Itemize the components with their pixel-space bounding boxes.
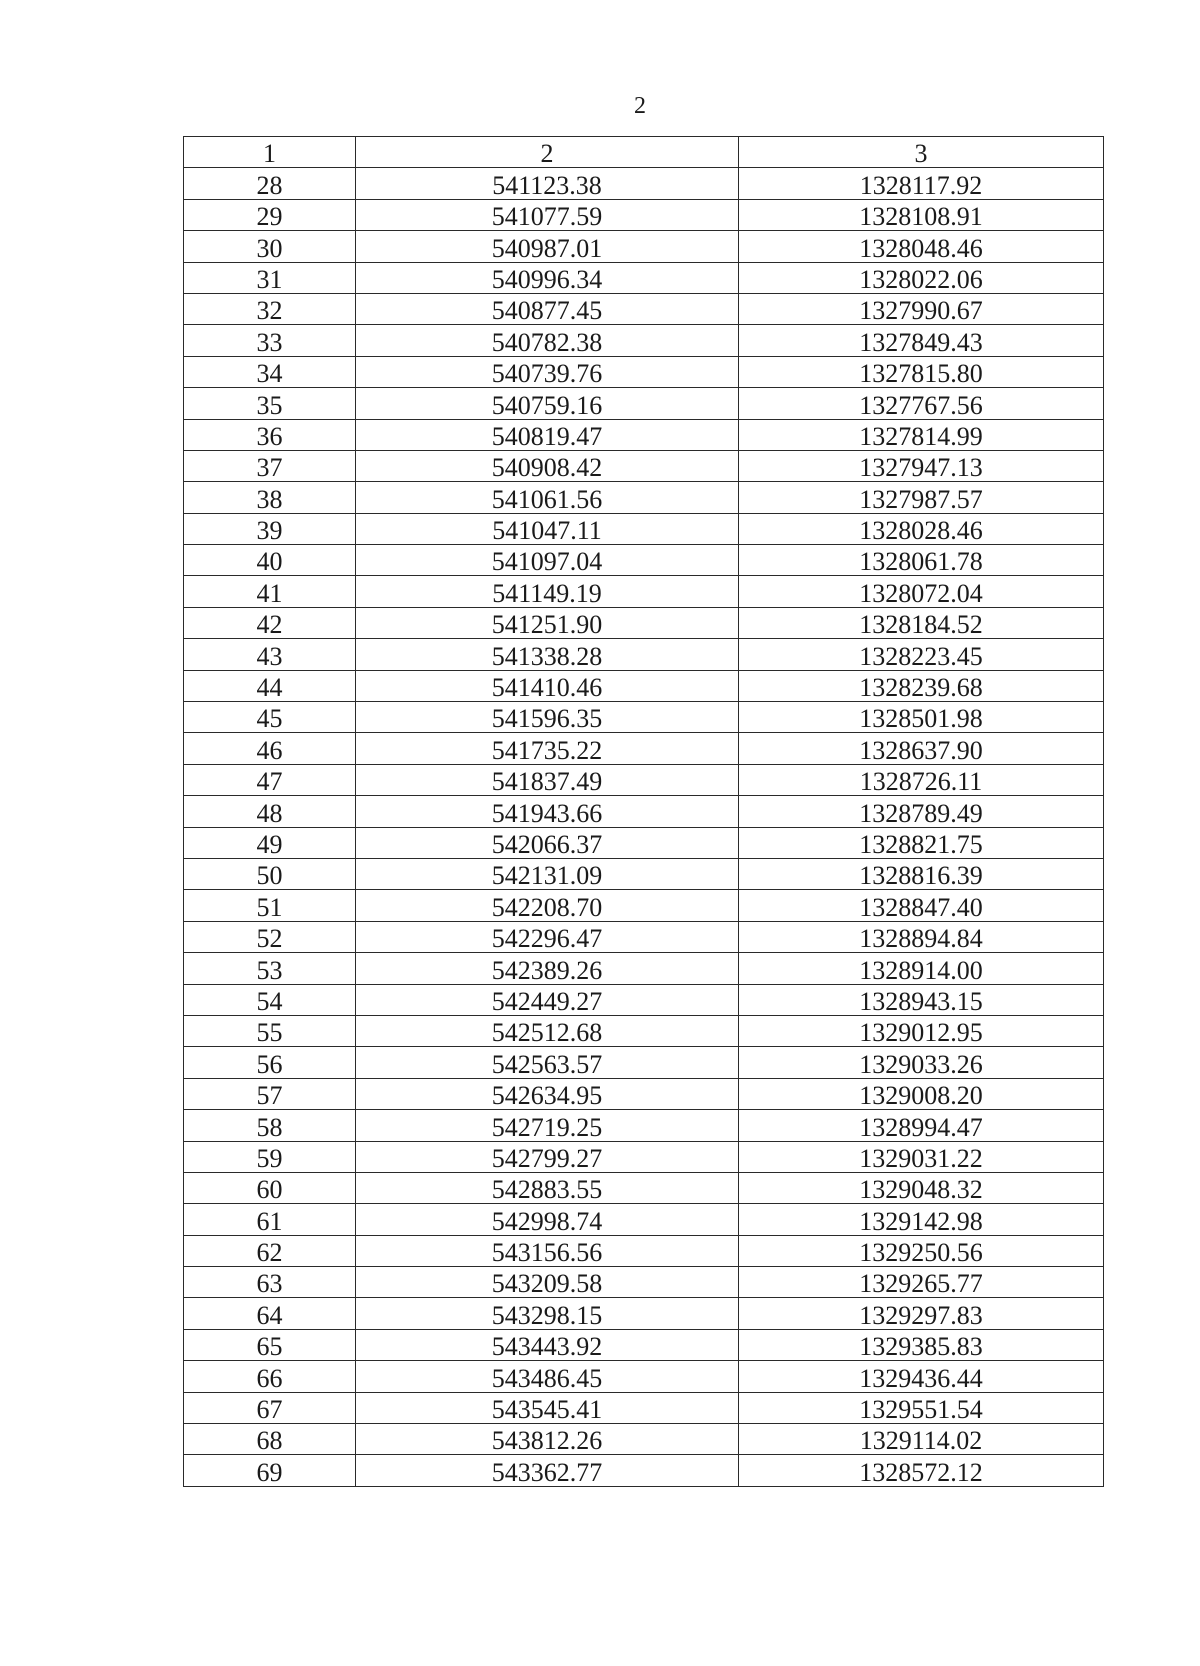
point-number-cell: 32 — [184, 293, 356, 324]
coordinate-x-cell: 541410.46 — [356, 670, 739, 701]
point-number-cell: 41 — [184, 576, 356, 607]
point-number-cell: 37 — [184, 450, 356, 481]
point-number-cell: 44 — [184, 670, 356, 701]
coordinate-x-cell: 543362.77 — [356, 1455, 739, 1486]
table-header-row — [184, 137, 1104, 168]
coordinate-x-cell: 543298.15 — [356, 1298, 739, 1329]
coordinate-x-cell: 543545.41 — [356, 1392, 739, 1423]
coordinate-y-cell: 1328994.47 — [739, 1110, 1104, 1141]
point-number-cell: 57 — [184, 1078, 356, 1109]
coordinate-x-cell: 541097.04 — [356, 545, 739, 576]
coordinate-y-cell: 1328637.90 — [739, 733, 1104, 764]
coordinate-y-cell: 1327814.99 — [739, 419, 1104, 450]
table-row — [184, 1078, 1104, 1109]
coordinate-y-cell: 1329142.98 — [739, 1204, 1104, 1235]
table-row — [184, 1110, 1104, 1141]
table-row — [184, 1235, 1104, 1266]
coordinate-x-cell: 540996.34 — [356, 262, 739, 293]
coordinate-y-cell: 1327849.43 — [739, 325, 1104, 356]
coordinate-y-cell: 1328061.78 — [739, 545, 1104, 576]
table-row — [184, 827, 1104, 858]
coordinate-y-cell: 1327987.57 — [739, 482, 1104, 513]
table-row — [184, 1204, 1104, 1235]
point-number-cell: 30 — [184, 231, 356, 262]
point-number-cell: 42 — [184, 607, 356, 638]
table-row — [184, 1392, 1104, 1423]
coordinate-x-cell: 542066.37 — [356, 827, 739, 858]
header-cell-3: 3 — [739, 137, 1104, 168]
table-row — [184, 984, 1104, 1015]
point-number-cell: 53 — [184, 953, 356, 984]
coordinate-x-cell: 543812.26 — [356, 1424, 739, 1455]
coordinate-y-cell: 1329250.56 — [739, 1235, 1104, 1266]
coordinate-y-cell: 1328847.40 — [739, 890, 1104, 921]
coordinate-y-cell: 1327767.56 — [739, 388, 1104, 419]
coordinate-y-cell: 1329265.77 — [739, 1267, 1104, 1298]
point-number-cell: 33 — [184, 325, 356, 356]
table-row — [184, 1141, 1104, 1172]
coordinate-x-cell: 541061.56 — [356, 482, 739, 513]
point-number-cell: 61 — [184, 1204, 356, 1235]
table-row — [184, 639, 1104, 670]
coordinate-y-cell: 1328108.91 — [739, 199, 1104, 230]
coordinate-y-cell: 1329033.26 — [739, 1047, 1104, 1078]
point-number-cell: 58 — [184, 1110, 356, 1141]
table-row — [184, 733, 1104, 764]
coordinate-y-cell: 1327947.13 — [739, 450, 1104, 481]
coordinate-x-cell: 540908.42 — [356, 450, 739, 481]
point-number-cell: 29 — [184, 199, 356, 230]
point-number-cell: 39 — [184, 513, 356, 544]
point-number-cell: 66 — [184, 1361, 356, 1392]
coordinate-x-cell: 542883.55 — [356, 1172, 739, 1203]
coordinate-y-cell: 1328022.06 — [739, 262, 1104, 293]
coordinate-y-cell: 1328943.15 — [739, 984, 1104, 1015]
coordinate-y-cell: 1329551.54 — [739, 1392, 1104, 1423]
coordinate-x-cell: 542512.68 — [356, 1015, 739, 1046]
coordinate-x-cell: 542296.47 — [356, 921, 739, 952]
coordinates-table — [183, 136, 1104, 1487]
coordinate-y-cell: 1329114.02 — [739, 1424, 1104, 1455]
table-row — [184, 545, 1104, 576]
table-row — [184, 1361, 1104, 1392]
table-row — [184, 231, 1104, 262]
point-number-cell: 50 — [184, 858, 356, 889]
coordinate-x-cell: 542563.57 — [356, 1047, 739, 1078]
table-row — [184, 1424, 1104, 1455]
table-row — [184, 1172, 1104, 1203]
coordinate-x-cell: 541047.11 — [356, 513, 739, 544]
point-number-cell: 63 — [184, 1267, 356, 1298]
page-number: 2 — [634, 93, 646, 119]
coordinate-y-cell: 1328239.68 — [739, 670, 1104, 701]
point-number-cell: 46 — [184, 733, 356, 764]
coordinate-y-cell: 1328184.52 — [739, 607, 1104, 638]
coordinate-x-cell: 541735.22 — [356, 733, 739, 764]
coordinate-y-cell: 1328821.75 — [739, 827, 1104, 858]
coordinate-x-cell: 540877.45 — [356, 293, 739, 324]
coordinate-y-cell: 1328501.98 — [739, 702, 1104, 733]
point-number-cell: 45 — [184, 702, 356, 733]
table-row — [184, 764, 1104, 795]
point-number-cell: 35 — [184, 388, 356, 419]
coordinate-y-cell: 1328726.11 — [739, 764, 1104, 795]
coordinate-y-cell: 1328028.46 — [739, 513, 1104, 544]
point-number-cell: 43 — [184, 639, 356, 670]
header-cell-2: 2 — [356, 137, 739, 168]
coordinate-y-cell: 1328789.49 — [739, 796, 1104, 827]
point-number-cell: 34 — [184, 356, 356, 387]
coordinate-x-cell: 542634.95 — [356, 1078, 739, 1109]
coordinate-x-cell: 543156.56 — [356, 1235, 739, 1266]
coordinate-x-cell: 541149.19 — [356, 576, 739, 607]
header-cell-1: 1 — [184, 137, 356, 168]
coordinate-y-cell: 1329436.44 — [739, 1361, 1104, 1392]
table-row — [184, 168, 1104, 199]
coordinate-x-cell: 542719.25 — [356, 1110, 739, 1141]
coordinate-y-cell: 1328048.46 — [739, 231, 1104, 262]
coordinate-x-cell: 541596.35 — [356, 702, 739, 733]
point-number-cell: 62 — [184, 1235, 356, 1266]
table-row — [184, 293, 1104, 324]
coordinate-x-cell: 543486.45 — [356, 1361, 739, 1392]
table-row — [184, 858, 1104, 889]
coordinate-x-cell: 540739.76 — [356, 356, 739, 387]
table-row — [184, 199, 1104, 230]
coordinate-y-cell: 1328072.04 — [739, 576, 1104, 607]
coordinate-x-cell: 542131.09 — [356, 858, 739, 889]
coordinate-y-cell: 1329012.95 — [739, 1015, 1104, 1046]
coordinate-x-cell: 541943.66 — [356, 796, 739, 827]
table-row — [184, 607, 1104, 638]
table-row — [184, 890, 1104, 921]
table-row — [184, 1298, 1104, 1329]
coordinate-x-cell: 541123.38 — [356, 168, 739, 199]
table-row — [184, 482, 1104, 513]
point-number-cell: 49 — [184, 827, 356, 858]
table-row — [184, 953, 1104, 984]
point-number-cell: 52 — [184, 921, 356, 952]
point-number-cell: 67 — [184, 1392, 356, 1423]
table-row — [184, 513, 1104, 544]
table-row — [184, 1329, 1104, 1360]
point-number-cell: 64 — [184, 1298, 356, 1329]
point-number-cell: 60 — [184, 1172, 356, 1203]
table-row — [184, 450, 1104, 481]
coordinate-y-cell: 1328816.39 — [739, 858, 1104, 889]
point-number-cell: 40 — [184, 545, 356, 576]
coordinate-y-cell: 1328223.45 — [739, 639, 1104, 670]
point-number-cell: 68 — [184, 1424, 356, 1455]
point-number-cell: 28 — [184, 168, 356, 199]
point-number-cell: 36 — [184, 419, 356, 450]
table-row — [184, 796, 1104, 827]
coordinate-y-cell: 1329031.22 — [739, 1141, 1104, 1172]
coordinate-x-cell: 540759.16 — [356, 388, 739, 419]
coordinate-x-cell: 542208.70 — [356, 890, 739, 921]
point-number-cell: 31 — [184, 262, 356, 293]
coordinate-x-cell: 541837.49 — [356, 764, 739, 795]
point-number-cell: 47 — [184, 764, 356, 795]
table-row — [184, 262, 1104, 293]
table-row — [184, 388, 1104, 419]
table-row — [184, 1455, 1104, 1486]
table-row — [184, 1047, 1104, 1078]
coordinate-x-cell: 542449.27 — [356, 984, 739, 1015]
table-body — [184, 168, 1104, 1486]
point-number-cell: 59 — [184, 1141, 356, 1172]
coordinate-y-cell: 1328572.12 — [739, 1455, 1104, 1486]
point-number-cell: 55 — [184, 1015, 356, 1046]
coordinate-y-cell: 1327815.80 — [739, 356, 1104, 387]
table-row — [184, 576, 1104, 607]
table-row — [184, 670, 1104, 701]
table-row — [184, 702, 1104, 733]
coordinate-x-cell: 540782.38 — [356, 325, 739, 356]
coordinate-y-cell: 1329048.32 — [739, 1172, 1104, 1203]
table-row — [184, 356, 1104, 387]
table-row — [184, 1015, 1104, 1046]
coordinate-y-cell: 1329385.83 — [739, 1329, 1104, 1360]
point-number-cell: 56 — [184, 1047, 356, 1078]
table-row — [184, 325, 1104, 356]
coordinate-x-cell: 541251.90 — [356, 607, 739, 638]
coordinate-y-cell: 1328914.00 — [739, 953, 1104, 984]
point-number-cell: 48 — [184, 796, 356, 827]
table-row — [184, 1267, 1104, 1298]
point-number-cell: 65 — [184, 1329, 356, 1360]
coordinate-x-cell: 543209.58 — [356, 1267, 739, 1298]
coordinate-x-cell: 540987.01 — [356, 231, 739, 262]
coordinate-y-cell: 1327990.67 — [739, 293, 1104, 324]
coordinate-x-cell: 541077.59 — [356, 199, 739, 230]
coordinate-y-cell: 1328117.92 — [739, 168, 1104, 199]
point-number-cell: 38 — [184, 482, 356, 513]
coordinate-y-cell: 1329008.20 — [739, 1078, 1104, 1109]
point-number-cell: 69 — [184, 1455, 356, 1486]
coordinate-y-cell: 1328894.84 — [739, 921, 1104, 952]
coordinate-x-cell: 542998.74 — [356, 1204, 739, 1235]
point-number-cell: 51 — [184, 890, 356, 921]
coordinate-x-cell: 540819.47 — [356, 419, 739, 450]
point-number-cell: 54 — [184, 984, 356, 1015]
table-row — [184, 921, 1104, 952]
coordinate-x-cell: 541338.28 — [356, 639, 739, 670]
coordinate-x-cell: 543443.92 — [356, 1329, 739, 1360]
coordinate-y-cell: 1329297.83 — [739, 1298, 1104, 1329]
coordinate-x-cell: 542389.26 — [356, 953, 739, 984]
table-row — [184, 419, 1104, 450]
coordinate-x-cell: 542799.27 — [356, 1141, 739, 1172]
